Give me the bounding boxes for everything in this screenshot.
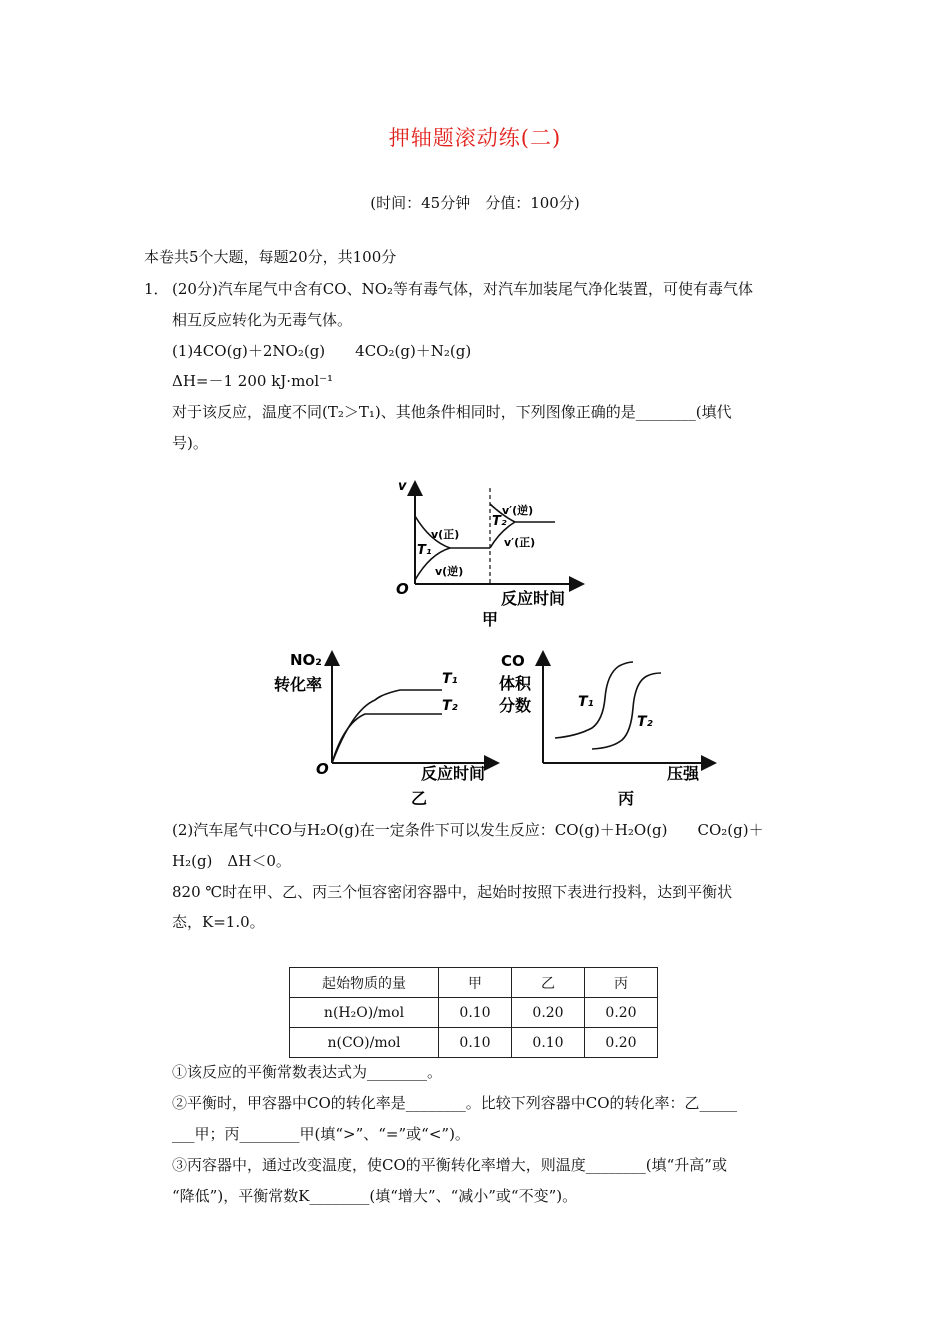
part1-question-line1: 对于该反应，温度不同(T₂＞T₁)、其他条件相同时，下列图像正确的是________(填代 xyxy=(172,403,732,421)
table-cell: 0.20 xyxy=(585,998,658,1028)
table-row xyxy=(290,1028,658,1058)
x-axis-label: 反应时间 xyxy=(421,764,486,783)
label-v-prime-forward: v′(正) xyxy=(504,536,536,549)
table-cell: 0.20 xyxy=(512,998,585,1028)
y-axis-label-line2: 转化率 xyxy=(274,675,323,694)
label-v-reverse: v(逆) xyxy=(435,565,464,578)
table-cell: 0.20 xyxy=(585,1028,658,1058)
y-axis-label-line1: CO xyxy=(501,652,525,670)
origin-label: O xyxy=(316,760,329,778)
figure-yi xyxy=(270,648,500,810)
table-header-cell: 丙 xyxy=(585,968,658,998)
part2-equation-line2: H₂(g) ΔH＜0。 xyxy=(172,852,291,870)
label-t1: T₁ xyxy=(442,671,458,687)
part2-condition-line1: 820 ℃时在甲、乙、丙三个恒容密闭容器中，起始时按照下表进行投料，达到平衡状 xyxy=(172,883,733,901)
table-cell: 0.10 xyxy=(439,1028,512,1058)
y-axis-label-line1: NO₂ xyxy=(290,651,322,669)
table-cell: n(H₂O)/mol xyxy=(290,998,439,1028)
label-t2: T₂ xyxy=(492,514,507,529)
label-v-forward: v(正) xyxy=(431,528,460,541)
question-stem-line2: 相互反应转化为无毒气体。 xyxy=(172,311,353,329)
label-t1: T₁ xyxy=(578,694,594,710)
question-stem-line1: (20分)汽车尾气中含有CO、NO₂等有毒气体，对汽车加装尾气净化装置，可使有毒气体 xyxy=(172,280,754,298)
origin-label: O xyxy=(396,580,409,598)
subquestion-2-line1: ②平衡时，甲容器中CO的转化率是________。比较下列容器中CO的转化率：乙_____ xyxy=(172,1094,738,1112)
table-cell: n(CO)/mol xyxy=(290,1028,439,1058)
subquestion-1: ①该反应的平衡常数表达式为________。 xyxy=(172,1063,443,1081)
y-axis-label-line3: 分数 xyxy=(499,696,532,715)
time-score-info: (时间：45分钟 分值：100分) xyxy=(370,194,580,212)
subquestion-2-line2: ___甲；丙________甲(填“>”、“=”或“<”)。 xyxy=(172,1125,470,1143)
part2-condition-line2: 态，K=1.0。 xyxy=(172,913,265,931)
table-header-cell: 乙 xyxy=(512,968,585,998)
label-v-prime-reverse: v′(逆) xyxy=(502,504,534,517)
figure-caption: 甲 xyxy=(482,610,499,629)
y-axis-label: v xyxy=(398,479,407,494)
table-row xyxy=(290,998,658,1028)
table-cell: 0.10 xyxy=(439,998,512,1028)
figure-jia xyxy=(385,476,595,636)
enthalpy-change-1: ΔH=－1 200 kJ·mol⁻¹ xyxy=(172,372,334,390)
x-axis-label: 压强 xyxy=(667,764,700,783)
label-t2: T₂ xyxy=(442,698,458,714)
x-axis-label: 反应时间 xyxy=(501,589,566,608)
page-title: 押轴题滚动练(二) xyxy=(388,126,562,150)
label-t1: T₁ xyxy=(417,543,432,558)
table-header-row xyxy=(290,968,658,998)
table-header-cell: 甲 xyxy=(439,968,512,998)
feed-amount-table xyxy=(289,967,658,1058)
subquestion-3-line2: “降低”)，平衡常数K________(填“增大”、“减小”或“不变”)。 xyxy=(172,1187,578,1205)
curve-t1 xyxy=(555,662,633,738)
table-header-cell: 起始物质的量 xyxy=(290,968,439,998)
question-number: 1． xyxy=(144,280,169,298)
intro-text: 本卷共5个大题，每题20分，共100分 xyxy=(144,248,397,266)
table-cell: 0.10 xyxy=(512,1028,585,1058)
figure-caption: 丙 xyxy=(618,789,635,808)
label-t2: T₂ xyxy=(637,714,653,730)
curve-t2 xyxy=(332,714,442,763)
figure-bing xyxy=(497,648,717,810)
part1-question-line2: 号)。 xyxy=(172,434,208,452)
y-axis-label-line2: 体积 xyxy=(499,674,532,693)
reaction-equation-1: (1)4CO(g)＋2NO₂(g) 4CO₂(g)＋N₂(g) xyxy=(172,342,472,360)
subquestion-3-line1: ③丙容器中，通过改变温度，使CO的平衡转化率增大，则温度________(填“升高”或 xyxy=(172,1156,727,1174)
figure-caption: 乙 xyxy=(411,789,428,808)
part2-equation-line1: (2)汽车尾气中CO与H₂O(g)在一定条件下可以发生反应：CO(g)＋H₂O(g) CO₂(g)＋ xyxy=(172,821,764,839)
